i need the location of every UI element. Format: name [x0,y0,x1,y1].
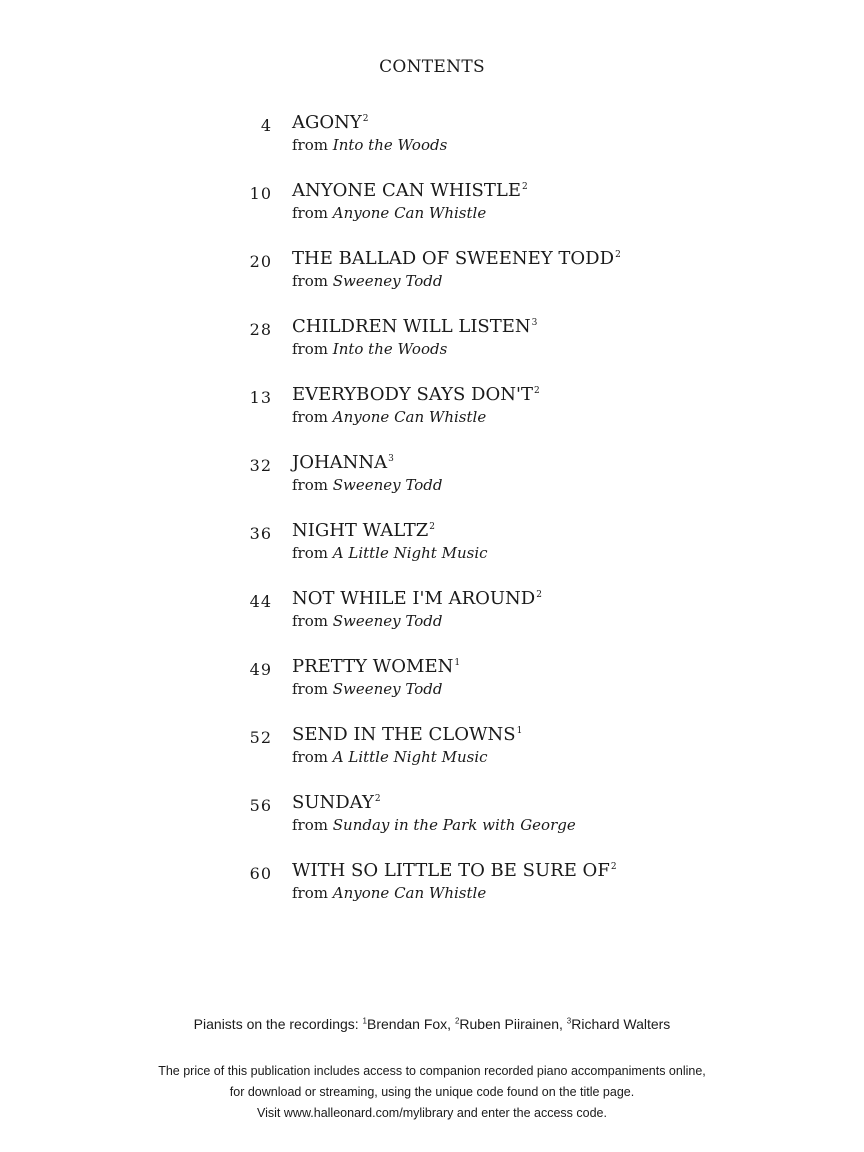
song-title-text: CHILDREN WILL LISTEN [292,316,531,337]
notice-end: and enter the access code. [453,1106,607,1120]
pianist-footnote-mark: 3 [388,454,394,464]
page-number: 49 [249,660,272,679]
song-source [292,136,447,154]
toc-entry[interactable] [0,656,864,724]
table-of-contents [0,112,864,928]
from-label: from [292,340,328,358]
notice-visit: Visit [257,1106,284,1120]
toc-entry[interactable] [0,588,864,656]
from-label: from [292,544,328,562]
pianist-2: Ruben Piirainen, [459,1016,567,1032]
show-title: Anyone Can Whistle [332,884,487,902]
song-title-text: ANYONE CAN WHISTLE [292,180,521,201]
show-title: Anyone Can Whistle [332,408,487,426]
show-title: Sweeney Todd [332,272,443,290]
notice-line-1: The price of this publication includes access to companion recorded piano accompaniments online, [158,1064,706,1078]
access-notice [0,1061,864,1124]
song-title [292,384,540,405]
song-source [292,204,486,222]
pianist-footnote-mark: 2 [610,862,617,872]
toc-entry[interactable] [0,520,864,588]
from-label: from [292,816,328,834]
pianist-footnote-mark: 1 [454,658,461,668]
pianist-footnote-mark: 2 [374,794,381,804]
page-number: 36 [249,524,272,543]
show-title: Sweeney Todd [332,680,443,698]
pianist-footnote-mark: 2 [536,590,542,600]
toc-entry[interactable] [0,316,864,384]
song-title-text: AGONY [292,112,362,133]
song-title-text: SUNDAY [292,792,374,813]
pianist-2-mark: 2 [454,1016,460,1026]
show-title: Sunday in the Park with George [332,816,576,834]
notice-line-2: for download or streaming, using the unique code found on the title page. [229,1085,635,1099]
from-label: from [292,136,328,154]
song-title-text: PRETTY WOMEN [292,656,454,677]
notice-line-3 [0,1103,864,1124]
song-source [292,816,576,834]
library-link[interactable]: www.halleonard.com/mylibrary [283,1106,454,1120]
page-title: CONTENTS [379,57,485,77]
pianist-footnote-mark: 2 [533,386,540,396]
song-source [292,408,486,426]
song-source [292,272,443,290]
song-title-text: SEND IN THE CLOWNS [292,724,516,745]
show-title: Anyone Can Whistle [332,204,487,222]
pianist-footnote-mark: 1 [516,726,523,736]
song-title [292,248,621,269]
pianist-3-mark: 3 [566,1016,572,1026]
page-number: 13 [249,388,272,407]
page-number: 10 [249,184,272,203]
song-title-text: EVERYBODY SAYS DON'T [292,384,533,405]
pianist-3: Richard Walters [571,1016,671,1032]
show-title: A Little Night Music [332,544,488,562]
song-source [292,884,486,902]
from-label: from [292,748,328,766]
pianist-1: Brendan Fox, [367,1016,455,1032]
song-title [292,792,381,813]
song-title [292,656,460,677]
toc-entry[interactable] [0,724,864,792]
song-title [292,112,369,133]
toc-entry[interactable] [0,112,864,180]
song-title-text: WITH SO LITTLE TO BE SURE OF [292,860,610,881]
song-title-text: JOHANNA [292,452,388,473]
pianists-credit [0,1016,864,1032]
from-label: from [292,680,328,698]
song-title [292,452,394,473]
show-title: Sweeney Todd [332,476,443,494]
pianist-footnote-mark: 2 [521,182,528,192]
page-number: 56 [249,796,272,815]
song-title-text: NOT WHILE I'M AROUND [292,588,536,609]
song-source [292,612,443,630]
page-number: 20 [249,252,272,271]
page-number: 4 [260,116,272,135]
song-title [292,860,617,881]
show-title: Into the Woods [332,136,448,154]
page-number: 28 [249,320,272,339]
page-number: 60 [249,864,272,883]
song-title [292,588,542,609]
from-label: from [292,204,328,222]
from-label: from [292,476,328,494]
page-number: 32 [249,456,272,475]
song-source [292,748,488,766]
toc-entry[interactable] [0,860,864,928]
pianist-footnote-mark: 2 [429,522,435,532]
song-title [292,180,528,201]
song-title-text: NIGHT WALTZ [292,520,429,541]
song-title [292,316,537,337]
pianist-footnote-mark: 2 [362,114,369,124]
show-title: A Little Night Music [332,748,488,766]
song-source [292,476,443,494]
toc-entry[interactable] [0,248,864,316]
pianist-footnote-mark: 3 [531,318,538,328]
from-label: from [292,884,328,902]
song-title [292,724,522,745]
toc-entry[interactable] [0,384,864,452]
from-label: from [292,612,328,630]
toc-entry[interactable] [0,792,864,860]
song-title-text: THE BALLAD OF SWEENEY TODD [292,248,615,269]
song-source [292,544,488,562]
from-label: from [292,408,328,426]
toc-entry[interactable] [0,180,864,248]
pianist-footnote-mark: 2 [615,250,621,260]
page-number: 44 [249,592,272,611]
pianist-1-mark: 1 [362,1016,367,1026]
song-title [292,520,435,541]
from-label: from [292,272,328,290]
toc-entry[interactable] [0,452,864,520]
show-title: Sweeney Todd [332,612,443,630]
pianists-intro: Pianists on the recordings: [193,1016,363,1032]
show-title: Into the Woods [332,340,448,358]
song-source [292,680,443,698]
song-source [292,340,447,358]
page-number: 52 [249,728,272,747]
